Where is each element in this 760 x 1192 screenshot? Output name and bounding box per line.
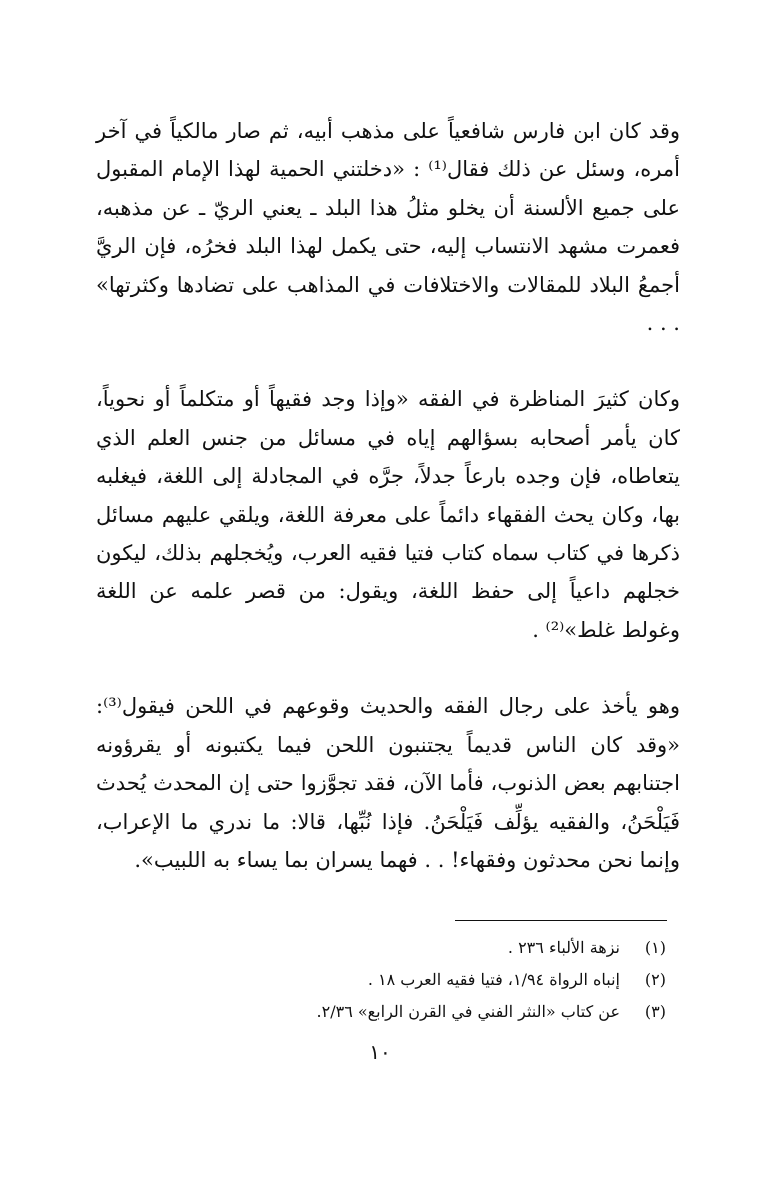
main-text bbox=[96, 112, 680, 879]
footnote-text: نزهة الألباء ٢٣٦ . bbox=[507, 938, 620, 957]
paragraph-ibn-faris-madhhab: وقد كان ابن فارس شافعياً على مذهب أبيه، ثم صار مالكياً في آخر أمره، وسئل عن ذلك فقال⁽¹⁾ : «دخلتني الحمية لهذا الإمام المقبول على جميع الألسنة أن يخلو مثلُ هذا البلد ـ يعني الريّ ـ عن مذهبه، فعمرت مشهد الانتساب إليه، حتى يكمل لهذا البلد فخرُه، فإن الريَّ أجمعُ البلاد للمقالات والاختلافات في المذاهب على تضادها وكثرتها» . . . bbox=[96, 119, 680, 336]
footnotes-list bbox=[200, 932, 666, 1028]
footnote-text: عن كتاب «النثر الفني في القرن الرابع» ٢/٣٦. bbox=[316, 1002, 620, 1021]
footnote-text: إنباه الرواة ١/٩٤، فتيا فقيه العرب ١٨ . bbox=[367, 970, 620, 989]
footnote-number: (٣) bbox=[644, 1002, 666, 1021]
footnote-divider bbox=[455, 920, 667, 921]
paragraph-debate-in-fiqh: وكان كثيرَ المناظرة في الفقه «وإذا وجد فقيهاً أو متكلماً أو نحوياً، كان يأمر أصحابه بسؤالهم إياه في مسائل من جنس العلم الذي يتعاطاه، فإن وجده بارعاً جدلاً، جرَّه في المجادلة إلى اللغة، فيغلبه بها، وكان يحث الفقهاء دائماً على معرفة اللغة، ويلقي عليهم مسائل ذكرها في كتاب سماه كتاب فتيا فقيه العرب، ويُخجلهم بذلك، ليكون خجلهم داعياً إلى حفظ اللغة، ويقول: من قصر علمه عن اللغة وغولط غلط»⁽²⁾ . bbox=[96, 387, 680, 642]
page-number: ١٠ bbox=[369, 1040, 391, 1064]
footnote-number: (١) bbox=[644, 938, 666, 957]
footnote-1 bbox=[200, 932, 666, 964]
paragraph-lahn-criticism: وهو يأخذ على رجال الفقه والحديث وقوعهم في اللحن فيقول⁽³⁾: «وقد كان الناس قديماً يجتنبون اللحن فيما يكتبونه أو يقرؤونه اجتنابهم بعض الذنوب، فأما الآن، فقد تجوَّزوا حتى إن المحدث يُحدث فَيَلْحَنُ، والفقيه يؤلِّف فَيَلْحَنُ. فإذا نُبِّها، قالا: ما ندري ما الإعراب، وإنما نحن محدثون وفقهاء! . . فهما يسران بما يساء به اللبيب». bbox=[96, 694, 680, 872]
footnote-3 bbox=[200, 996, 666, 1028]
footnote-2 bbox=[200, 964, 666, 996]
footnote-number: (٢) bbox=[644, 970, 666, 989]
